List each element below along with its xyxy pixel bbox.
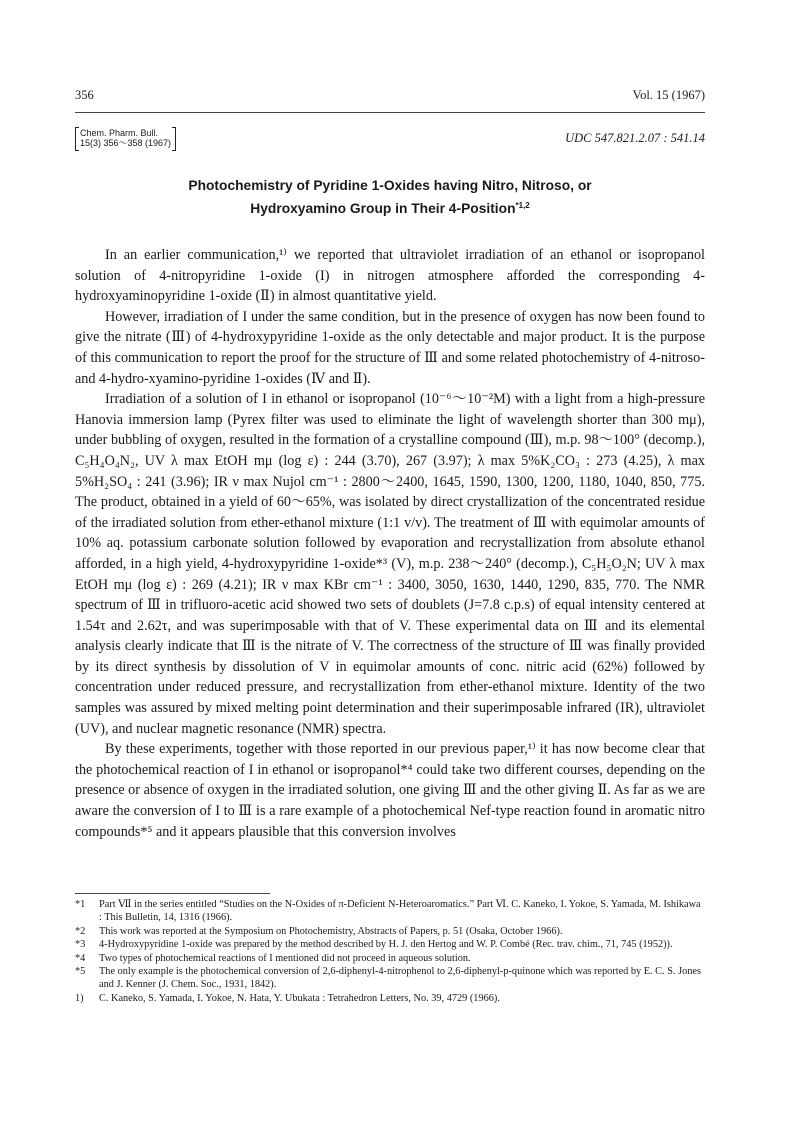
footnote	[75, 965, 705, 992]
journal-citation	[75, 127, 176, 151]
footnote-mark: *5	[75, 966, 86, 978]
footnote-text: This work was reported at the Symposium on Photochemistry, Abstracts of Papers, p. 51 (Osaka, October 1966).	[99, 925, 563, 937]
title-line-1: Photochemistry of Pyridine 1-Oxides having Nitro, Nitroso, or	[188, 178, 592, 193]
footnote	[75, 952, 705, 965]
header-rule	[75, 112, 705, 113]
footnote-rule	[75, 893, 270, 894]
footnote-mark: *4	[75, 952, 86, 964]
footnotes	[75, 898, 705, 1005]
paragraph-2: However, irradiation of I under the same condition, but in the presence of oxygen has now been found to give the nitrate (Ⅲ) of 4-hydroxypyridine 1-oxide as the only detectable and major product. It is the purpose of this communication to report the proof for the structure of Ⅲ and some related photochemistry of 4-nitroso- and 4-hydro-xyamino-pyridine 1-oxides (Ⅳ and Ⅱ).	[75, 308, 705, 387]
page-number: 356	[75, 88, 94, 102]
left-bracket	[75, 127, 79, 151]
reference-text: C. Kaneko, S. Yamada, I. Yokoe, N. Hata, Y. Ubukata : Tetrahedron Letters, No. 39, 4729 (1966).	[99, 992, 500, 1004]
footnote-text: Part Ⅶ in the series entitled “Studies on the N-Oxides of π-Deficient N-Heteroaromatics.” Part Ⅵ. C. Kaneko, I. Yokoe, S. Yamada, M. Ishikawa : This Bulletin, 14, 1316 (1966).	[99, 899, 701, 924]
title-footnote-marks: *1,2	[515, 201, 530, 210]
footnote-mark: *1	[75, 899, 86, 910]
paragraph-3: Irradiation of a solution of I in ethanol or isopropanol (10⁻⁶～10⁻²M) with a light from a high-pressure Hanovia immersion lamp (Pyrex filter was used to eliminate the light of wavelength shorter than 300 mμ), under bubbling of oxygen, resulted in the formation of a crystalline compound (Ⅲ), m.p. 98～100° (decomp.), C₅H₄O₄N₂, UV λ max EtOH mμ (log ε) : 244 (3.70), 267 (3.97); λ max 5%K₂CO₃ : 273 (4.25), λ max 5%H₂SO₄ : 241 (3.96); IR ν max Nujol cm⁻¹ : 2800～2400, 1645, 1590, 1300, 1200, 1180, 1040, 850, 775. The product, obtained in a yield of 60～65%, was isolated by direct crystallization of the concentrated residue of the irradiated solution from ether-ethanol mixture (1:1 v/v). The treatment of Ⅲ with equimolar amounts of 10% aq. potassium carbonate solution followed by evaporation and recrystallization from absolute ethanol afforded, in a high yield, 4-hydroxypyridine 1-oxide*³ (V), m.p. 238～240° (decomp.), C₅H₅O₂N; UV λ max EtOH mμ (log ε) : 269 (4.21); IR ν max KBr cm⁻¹ : 3400, 3050, 1630, 1440, 1290, 835, 770. The NMR spectrum of Ⅲ in trifluoro-acetic acid showed two sets of doublets (J=7.8 c.p.s) of equal intensity centered at 1.54τ and 2.62τ, and was superimposable with that of V. These experimental data on Ⅲ and its elemental analysis clearly indicate that Ⅲ is the nitrate of V. The correctness of the structure of Ⅲ was finally provided by its direct synthesis by dissolution of V in equimolar amounts of conc. nitric acid (62%) followed by concentration under reduced pressure, and recrystallization from ether-ethanol mixture. Identity of the two samples was assured by mixed melting point determination and their superimposable infrared (IR), ultraviolet (UV), and nuclear magnetic resonance (NMR) spectra.	[75, 391, 705, 737]
footnote-mark: *3	[75, 939, 86, 951]
title-line-2: Hydroxyamino Group in Their 4-Position	[250, 201, 516, 216]
footnote	[75, 925, 705, 938]
running-header	[75, 88, 705, 108]
citation-issue: 15(3) 356～358 (1967)	[80, 138, 172, 148]
paragraph-1: In an earlier communication,¹⁾ we reported that ultraviolet irradiation of an ethanol or isopropanol solution of 4-nitropyridine 1-oxide (I) in nitrogen atmosphere afforded the corresponding 4-hydroxyaminopyridine 1-oxide (Ⅱ) in almost quantitative yield.	[75, 247, 705, 305]
paragraph-4: By these experiments, together with those reported in our previous paper,¹⁾ it has now become clear that the photochemical reaction of I in ethanol or isopropanol*⁴ could take two different courses, depending on the presence or absence of oxygen in the irradiated solution, one giving Ⅲ and the other giving Ⅱ. As far as we are aware the conversion of I to Ⅲ is a rare example of a photochemical Nef-type reaction found in aromatic nitro compounds*⁵ and it appears plausible that this conversion involves	[75, 741, 705, 840]
footnote-text: 4-Hydroxypyridine 1-oxide was prepared by the method described by H. J. den Hertog and W. P. Combé (Rec. trav. chim., 71, 745 (1952)).	[99, 939, 673, 951]
footnote	[75, 938, 705, 951]
citation-journal: Chem. Pharm. Bull.	[80, 128, 159, 138]
reference-mark: 1)	[75, 992, 84, 1004]
footnote-mark: *2	[75, 925, 86, 937]
volume-label: Vol. 15 (1967)	[632, 88, 705, 102]
udc-code: UDC 547.821.2.07 : 541.14	[565, 131, 705, 145]
right-bracket	[172, 127, 176, 151]
footnote-text: The only example is the photochemical conversion of 2,6-diphenyl-4-nitrophenol to 2,6-diphenyl-p-quinone which was reported by E. C. S. Jones and J. Kenner (J. Chem. Soc., 1931, 1842).	[99, 966, 701, 991]
article-title	[75, 176, 705, 219]
article-body	[75, 245, 705, 842]
footnote-text: Two types of photochemical reactions of I mentioned did not proceed in aqueous solution.	[99, 952, 471, 964]
footnote	[75, 898, 705, 925]
reference	[75, 992, 705, 1005]
